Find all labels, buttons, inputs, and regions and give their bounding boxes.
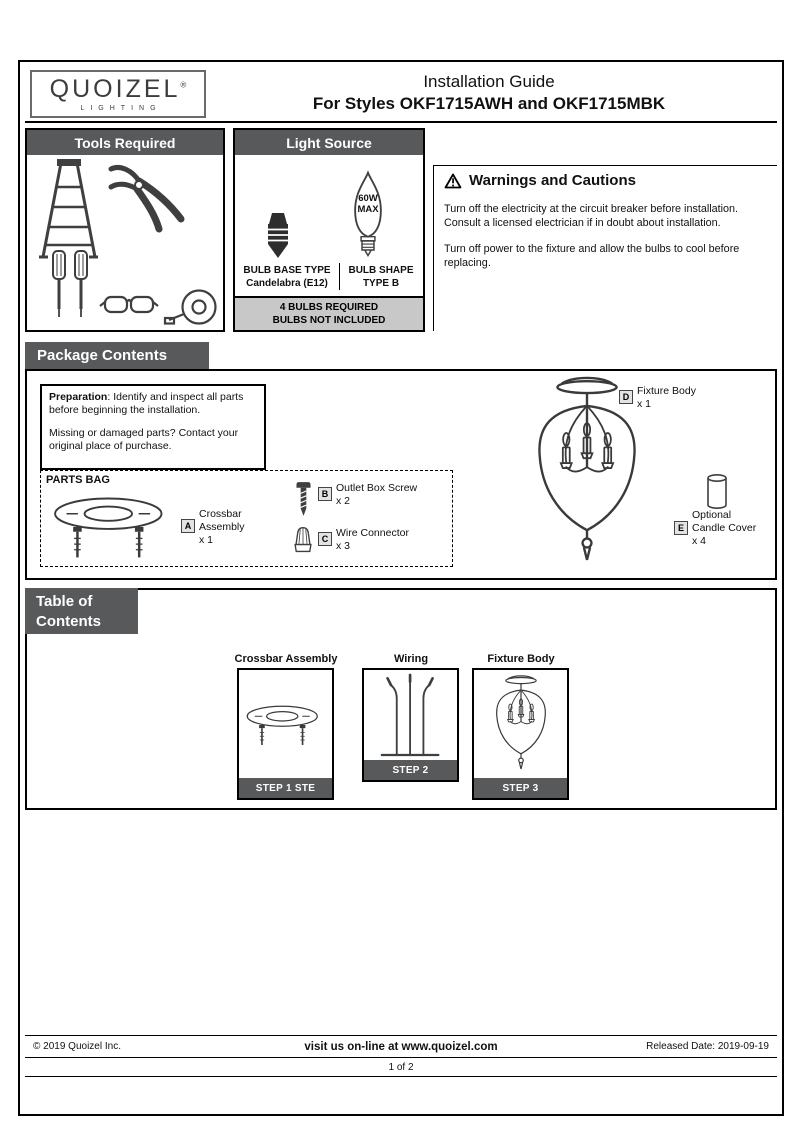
bulb-shape-icon	[345, 170, 391, 262]
light-source-header: Light Source	[235, 130, 423, 155]
bulb-shape-label: BULB SHAPE TYPE B	[348, 265, 414, 289]
package-contents-tab: Package Contents	[25, 342, 209, 369]
parts-bag-label: PARTS BAG	[46, 474, 110, 486]
section-package-contents	[25, 369, 777, 580]
part-label-connector: Wire Connector x 3	[336, 527, 409, 553]
part-label-fixture: Fixture Body x 1	[637, 385, 696, 411]
registered-mark-icon: ®	[180, 80, 187, 90]
part-badge-c: C	[318, 532, 332, 546]
screw-icon	[296, 481, 311, 517]
step-label-2: STEP 2	[364, 760, 457, 780]
bulb-base-type-label: BULB BASE TYPE Candelabra (E12)	[243, 265, 331, 289]
part-label-screw: Outlet Box Screw x 2	[336, 482, 418, 508]
part-badge-b: B	[318, 487, 332, 501]
pliers-icon	[111, 168, 181, 230]
footer-bar	[25, 1035, 777, 1058]
candle-cover-icon	[706, 473, 728, 511]
doc-subtitle: For Styles OKF1715AWH and OKF1715MBK	[312, 94, 666, 113]
part-badge-d: D	[619, 390, 633, 404]
preparation-note: Preparation: Identify and inspect all parts before beginning the installation. Missing or damaged parts? Contact your original place of purchase.	[40, 384, 266, 470]
warnings-title: Warnings and Cautions	[469, 172, 636, 189]
doc-title: Installation Guide	[423, 72, 555, 91]
safety-glasses-icon	[100, 297, 158, 312]
step-label-1: STEP 1 STE	[239, 778, 332, 798]
part-badge-a: A	[181, 519, 195, 533]
logo-lighting-label: LIGHTING	[80, 105, 162, 112]
part-label-crossbar: Crossbar Assembly x 1	[199, 508, 245, 547]
quoizel-logo	[30, 70, 206, 118]
header-divider	[25, 121, 777, 123]
section-light-source	[233, 128, 425, 332]
page-number: 1 of 2	[25, 1058, 777, 1077]
section-warnings	[433, 165, 777, 331]
fixture-thumb-icon	[474, 670, 567, 775]
tools-illustration	[27, 155, 223, 330]
crossbar-thumb-icon	[239, 670, 332, 750]
bulb-base-icon	[261, 212, 295, 262]
wattage-label: 60W MAX	[357, 193, 379, 215]
toc-item-wiring-title: Wiring	[393, 653, 429, 665]
table-of-contents-tab: Table of Contents	[25, 588, 138, 634]
tools-required-header: Tools Required	[27, 130, 223, 155]
screwdriver-icons	[53, 251, 87, 317]
section-tools-required	[25, 128, 225, 332]
toc-item-fixture-title: Fixture Body	[487, 653, 555, 665]
footer-copyright: © 2019 Quoizel Inc.	[33, 1041, 121, 1052]
warning-paragraph-2: Turn off power to the fixture and allow the bulbs to cool before replacing.	[444, 243, 740, 270]
wiring-thumb-icon	[364, 670, 457, 760]
toc-item-crossbar-title: Crossbar Assembly	[234, 653, 338, 665]
crossbar-icon	[47, 489, 181, 565]
warning-paragraph-1: Turn off the electricity at the circuit breaker before installation. Consult a licensed electrician if in doubt about installation.	[444, 203, 739, 230]
tape-icon	[165, 291, 216, 324]
toc-thumb-fixture	[472, 668, 569, 800]
parts-bag	[40, 470, 453, 567]
footer-url: visit us on-line at www.quoizel.com	[304, 1040, 498, 1053]
bulbs-required-note: 4 BULBS REQUIRED BULBS NOT INCLUDED	[235, 296, 423, 330]
warnings-header	[444, 172, 636, 189]
ladder-icon	[39, 159, 98, 257]
toc-thumb-wiring	[362, 668, 459, 782]
step-label-3: STEP 3	[474, 778, 567, 798]
warning-triangle-icon	[444, 173, 462, 189]
part-badge-e: E	[674, 521, 688, 535]
logo-wordmark: QUOIZEL®	[49, 75, 187, 103]
wire-connector-icon	[292, 526, 314, 554]
footer-release-date: Released Date: 2019-09-19	[646, 1041, 769, 1052]
toc-thumb-crossbar	[237, 668, 334, 800]
part-label-candle-cover: Optional Candle Cover x 4	[692, 509, 757, 548]
